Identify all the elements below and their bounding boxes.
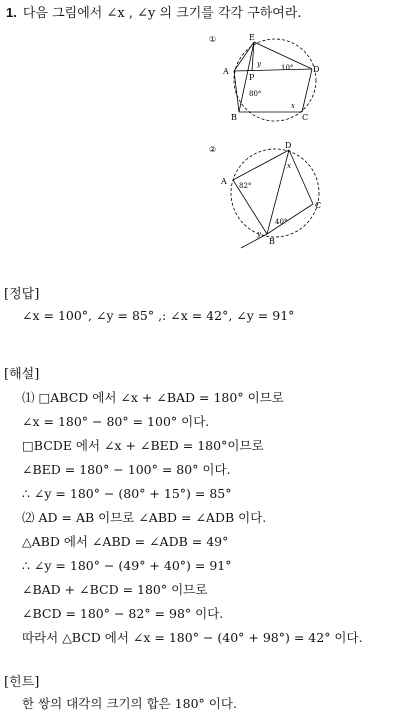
fig1-label-d: D: [313, 65, 320, 74]
fig2-angle-40: 40°: [275, 218, 288, 226]
fig1-label-p: P: [249, 73, 255, 82]
solution-line-11: 따라서 △BCD 에서 ∠x = 180° − (40° + 98°) = 42° 이다.: [22, 630, 363, 645]
fig2-angle-82: 82°: [239, 182, 252, 190]
fig1-angle-80: 80°: [249, 90, 262, 98]
solution-line-3: □BCDE 에서 ∠x + ∠BED = 180°이므로: [22, 438, 264, 453]
solution-line-7: △ABD 에서 ∠ABD = ∠ADB = 49°: [22, 534, 229, 549]
solution-line-1: ⑴ □ABCD 에서 ∠x + ∠BAD = 180° 이므로: [22, 390, 284, 405]
fig1-angle-x: x: [291, 102, 295, 110]
fig2-angle-x: x: [287, 162, 291, 170]
answer-line: ∠x = 100°, ∠y = 85° ,: ∠x = 42°, ∠y = 91°: [22, 308, 295, 323]
solution-line-10: ∠BCD = 180° − 82° = 98° 이다.: [22, 606, 224, 621]
figure-1-circle: [234, 39, 316, 121]
solution-heading: [해설]: [4, 367, 40, 382]
question-text: 다음 그림에서 ∠x , ∠y 의 크기를 각각 구하여라.: [22, 6, 302, 21]
hint-line: 한 쌍의 대각의 크기의 합은 180° 이다.: [22, 696, 237, 711]
fig1-angle-10: 10°: [281, 64, 294, 72]
solution-line-6: ⑵ AD = AB 이므로 ∠ABD = ∠ADB 이다.: [22, 510, 267, 525]
figure-2-lines: [233, 150, 313, 248]
solution-line-2: ∠x = 180° − 80° = 100° 이다.: [22, 414, 210, 429]
figure-1-tag: ①: [209, 35, 217, 44]
figure-1-lines: [234, 42, 312, 112]
fig1-label-b: B: [231, 113, 237, 122]
solution-line-8: ∴ ∠y = 180° − (49° + 40°) = 91°: [22, 558, 232, 573]
fig2-label-a: A: [221, 177, 227, 186]
fig1-label-e: E: [249, 33, 255, 42]
figure-1: [205, 28, 330, 128]
hint-heading: [힌트]: [4, 675, 40, 690]
figure-2-tag: ②: [209, 145, 217, 154]
solution-line-5: ∴ ∠y = 180° − (80° + 15°) = 85°: [22, 486, 232, 501]
figure-2: [205, 138, 330, 253]
fig2-label-d: D: [285, 141, 292, 150]
question-number: 1.: [6, 5, 17, 20]
fig2-label-b: B: [269, 237, 275, 246]
fig1-label-c: C: [302, 113, 309, 122]
fig2-label-c: C: [315, 201, 322, 210]
fig1-angle-y: y: [257, 60, 261, 68]
question: [6, 6, 302, 20]
solution-line-4: ∠BED = 180° − 100° = 80° 이다.: [22, 462, 231, 477]
fig2-angle-y: y: [257, 230, 261, 238]
answer-heading: [정답]: [4, 287, 40, 302]
solution-line-9: ∠BAD + ∠BCD = 180° 이므로: [22, 582, 208, 597]
fig1-label-a: A: [223, 67, 229, 76]
